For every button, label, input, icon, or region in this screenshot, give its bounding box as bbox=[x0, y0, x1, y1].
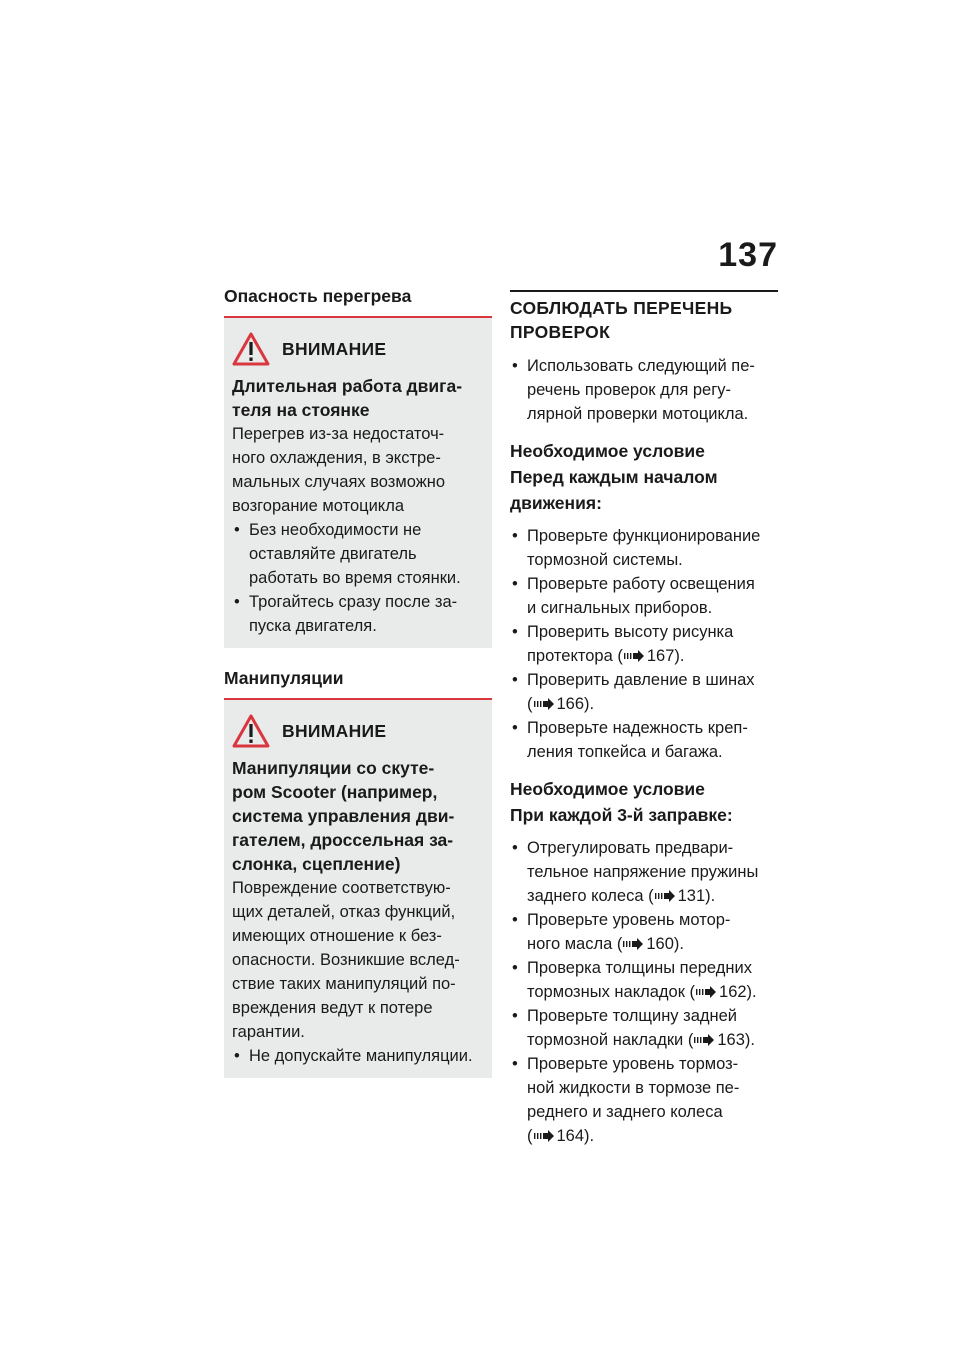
list-item: • Проверить высоту рисунка протектора ( 167). bbox=[510, 620, 778, 668]
warning-label: ВНИМАНИЕ bbox=[282, 720, 387, 741]
page-reference-arrow-icon bbox=[694, 1034, 714, 1046]
page-reference-arrow-icon bbox=[655, 890, 675, 902]
list-item: • Трогайтесь сразу после за- пуска двигателя. bbox=[232, 590, 484, 638]
checklist-before-ride bbox=[510, 524, 778, 764]
warning-box-tampering bbox=[224, 700, 492, 1078]
list-item: • Отрегулировать предвари- тельное напряжение пружины заднего колеса ( 131). bbox=[510, 836, 778, 908]
left-column bbox=[224, 284, 492, 1078]
warning-text: Повреждение соответствую- щих деталей, отказ функций, имеющих отношение к без- опасности. Возникшие вслед- ствие таких манипуляций по- вреждения ведут к потере гарантии. bbox=[232, 879, 460, 1041]
list-item: • Проверьте работу освещения и сигнальных приборов. bbox=[510, 572, 778, 620]
warning-subtitle: Манипуляции со скуте- ром Scooter (например, система управления дви- гателем, дроссельная за- слонка, сцепление) bbox=[232, 758, 455, 874]
list-item: • Проверьте функционирование тормозной системы. bbox=[510, 524, 778, 572]
list-item: • Не допускайте манипуляции. bbox=[232, 1044, 484, 1068]
page-reference-arrow-icon bbox=[623, 938, 643, 950]
page-number: 137 bbox=[718, 236, 778, 274]
page-reference-arrow-icon bbox=[534, 698, 554, 710]
page-reference[interactable]: 166). bbox=[556, 695, 595, 713]
warning-header bbox=[232, 712, 484, 750]
list-item: • Проверка толщины передних тормозных накладок ( 162). bbox=[510, 956, 778, 1004]
page-reference-arrow-icon bbox=[696, 986, 716, 998]
condition-heading-every-third-refuel: Необходимое условие При каждой 3-й заправке: bbox=[510, 779, 733, 825]
section-title-overheating: Опасность перегрева bbox=[224, 286, 412, 306]
list-item: • Проверьте толщину задней тормозной накладки ( 163). bbox=[510, 1004, 778, 1052]
warning-text: Перегрев из-за недостаточ- ного охлаждения, в экстре- мальных случаях возможно возгорание мотоцикла bbox=[232, 425, 446, 515]
list-item: • Проверьте надежность креп- ления топкейса и багажа. bbox=[510, 716, 778, 764]
page-reference[interactable]: 160). bbox=[646, 935, 684, 953]
warning-bullets bbox=[232, 518, 484, 638]
checklist-heading: СОБЛЮДАТЬ ПЕРЕЧЕНЬ ПРОВЕРОК bbox=[510, 298, 733, 342]
list-item: • Проверьте уровень тормоз- ной жидкости в тормозе пе- реднего и заднего колеса ( 164). bbox=[510, 1052, 778, 1148]
heading-rule bbox=[510, 290, 778, 292]
list-item: • Проверьте уровень мотор- ного масла ( 160). bbox=[510, 908, 778, 956]
page-reference[interactable]: 162). bbox=[719, 983, 757, 1001]
warning-triangle-icon bbox=[232, 332, 270, 366]
right-column bbox=[510, 290, 778, 1148]
page-reference-arrow-icon bbox=[534, 1130, 554, 1142]
list-item: • Использовать следующий пе- речень проверок для регу- лярной проверки мотоцикла. bbox=[510, 354, 778, 426]
intro-list bbox=[510, 354, 778, 426]
list-item: • Без необходимости не оставляйте двигатель работать во время стоянки. bbox=[232, 518, 484, 590]
warning-triangle-icon bbox=[232, 714, 270, 748]
section-title-tampering: Манипуляции bbox=[224, 668, 344, 688]
page-reference-arrow-icon bbox=[624, 650, 644, 662]
condition-heading-before-ride: Необходимое условие Перед каждым началом движения: bbox=[510, 441, 718, 513]
warning-subtitle: Длительная работа двига- теля на стоянке bbox=[232, 376, 463, 420]
list-item: • Проверить давление в шинах ( 166). bbox=[510, 668, 778, 716]
warning-box-overheating bbox=[224, 318, 492, 648]
page-reference[interactable]: 163). bbox=[717, 1031, 755, 1049]
page-reference[interactable]: 167). bbox=[646, 647, 685, 665]
checklist-third-refuel bbox=[510, 836, 778, 1148]
warning-header bbox=[232, 330, 484, 368]
page-reference[interactable]: 131). bbox=[677, 887, 716, 905]
warning-label: ВНИМАНИЕ bbox=[282, 338, 387, 359]
page-reference[interactable]: 164). bbox=[556, 1127, 595, 1145]
warning-bullets bbox=[232, 1044, 484, 1068]
